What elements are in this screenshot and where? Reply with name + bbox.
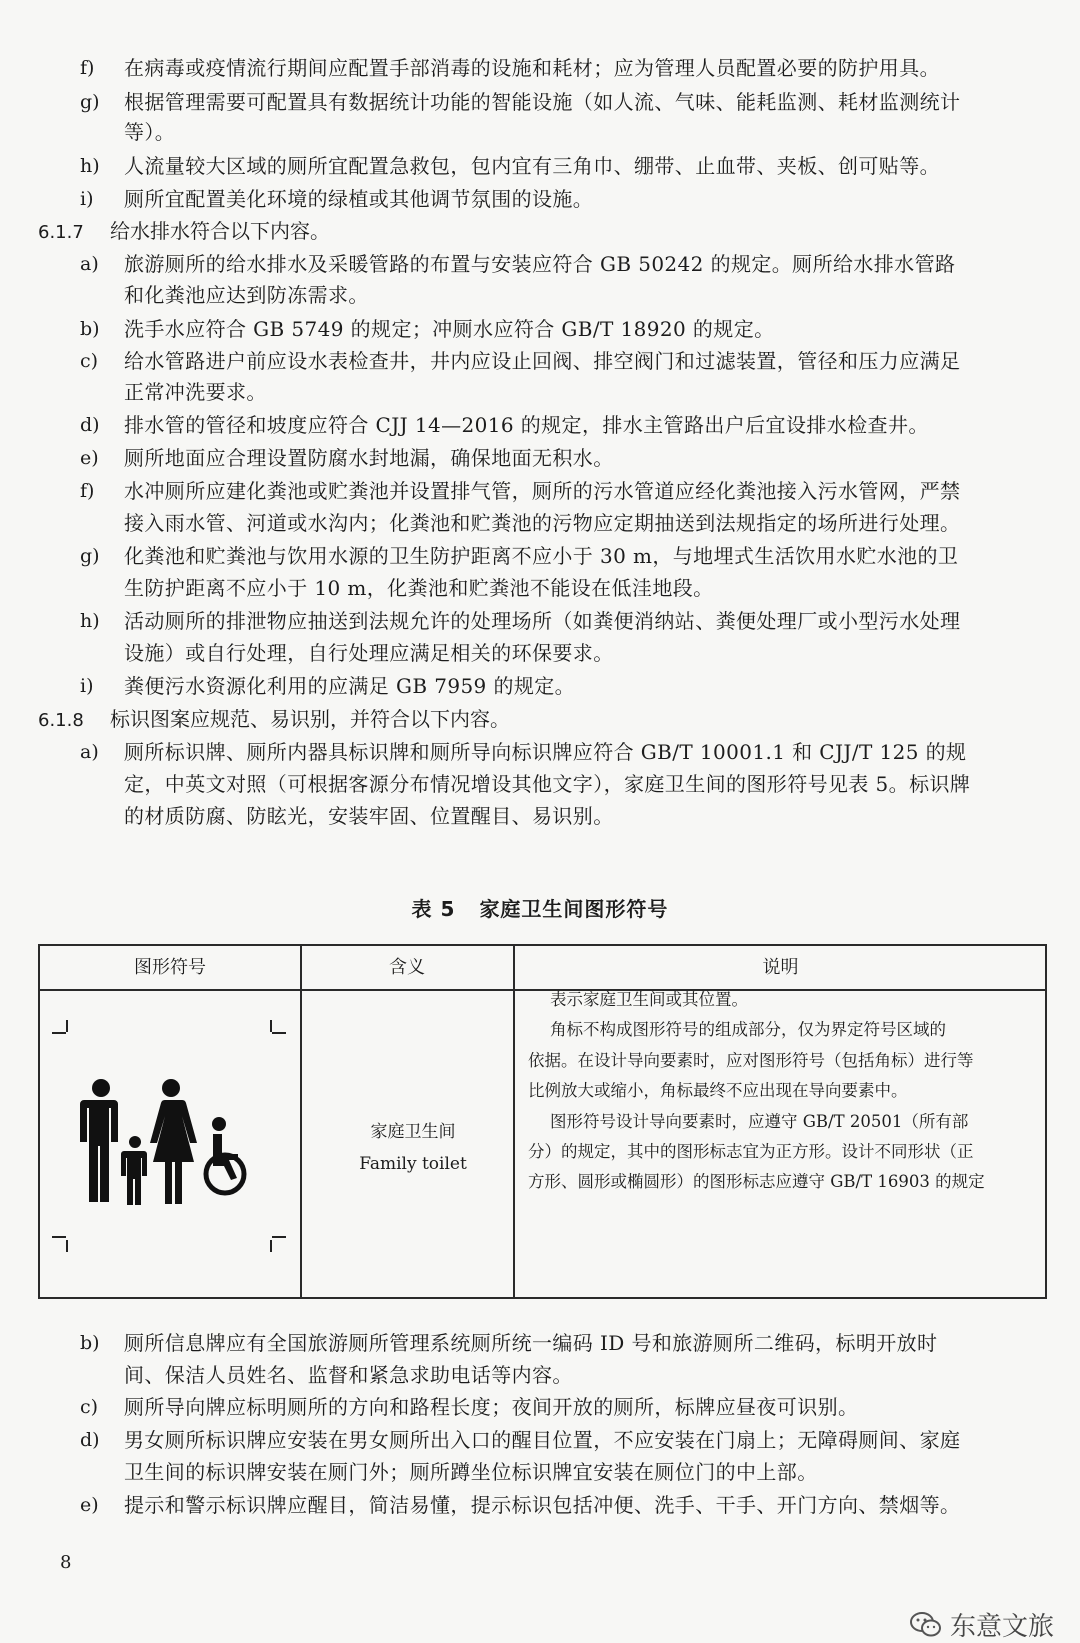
list-item-text: 提示和警示标识牌应醒目，简洁易懂，提示标识包括冲便、洗手、干手、开门方向、禁烟等。 [124, 1493, 961, 1517]
section-title: 给水排水符合以下内容。 [110, 219, 330, 243]
list-label: d) [80, 1429, 100, 1451]
section-title: 标识图案应规范、易识别，并符合以下内容。 [110, 707, 510, 731]
description-line: 依据。在设计导向要素时，应对图形符号（包括角标）进行等 [528, 1051, 974, 1070]
table-column-divider [513, 946, 515, 1297]
list-label: g) [80, 91, 100, 113]
table-column-divider [300, 946, 302, 1297]
corner-mark [66, 1240, 68, 1252]
list-item-text: 根据管理需要可配置具有数据统计功能的智能设施（如人流、气味、能耗监测、耗材监测统计 [124, 90, 961, 114]
list-item-text: 男女厕所标识牌应安装在男女厕所出入口的醒目位置，不应安装在门扇上；无障碍厕间、家庭 [124, 1428, 961, 1452]
meaning-cell [315, 1116, 511, 1180]
list-item-text: 厕所信息牌应有全国旅游厕所管理系统厕所统一编码 ID 号和旅游厕所二维码，标明开放时 [124, 1331, 938, 1355]
table-header-description: 说明 [762, 957, 799, 978]
list-item-text: 粪便污水资源化利用的应满足 GB 7959 的规定。 [124, 674, 576, 698]
section-number: 6.1.7 [38, 222, 84, 243]
table-caption-number: 表 5 [411, 897, 456, 921]
corner-mark [52, 1236, 66, 1238]
corner-mark [270, 1020, 272, 1032]
list-item-text: 活动厕所的排泄物应抽送到法规允许的处理场所（如粪便消纳站、粪便处理厂或小型污水处理 [124, 609, 961, 633]
meaning-chinese: 家庭卫生间 [370, 1122, 456, 1142]
list-item-text: 正常冲洗要求。 [124, 380, 267, 404]
table-header-symbol: 图形符号 [134, 957, 206, 978]
list-label: a) [80, 253, 99, 275]
list-item-text: 定，中英文对照（可根据客源分布情况增设其他文字），家庭卫生间的图形符号见表 5。标识牌 [124, 772, 971, 796]
description-line: 角标不构成图形符号的组成部分，仅为界定符号区域的 [550, 1020, 946, 1039]
list-item-text: 生防护距离不应小于 10 m，化粪池和贮粪池不能设在低洼地段。 [124, 576, 714, 600]
list-item-text: 排水管的管径和坡度应符合 CJJ 14—2016 的规定，排水主管路出户后宜设排水检查井。 [124, 413, 929, 437]
list-item-text: 化粪池和贮粪池与饮用水源的卫生防护距离不应小于 30 m，与地埋式生活饮用水贮水池的卫 [124, 544, 959, 568]
section-number: 6.1.8 [38, 710, 84, 731]
description-line: 方形、圆形或椭圆形）的图形标志应遵守 GB/T 16903 的规定 [528, 1172, 985, 1191]
list-label: f) [80, 480, 95, 502]
list-item-text: 卫生间的标识牌安装在厕门外；厕所蹲坐位标识牌宜安装在厕位门的中上部。 [124, 1460, 818, 1484]
watermark-text: 东意文旅 [949, 1612, 1054, 1642]
list-label: g) [80, 545, 100, 567]
list-item-text: 给水管路进户前应设水表检查井，井内应设止回阀、排空阀门和过滤装置，管径和压力应满足 [124, 349, 961, 373]
list-label: b) [80, 1332, 100, 1354]
section-heading-6-1-8 [38, 705, 510, 735]
list-label: e) [80, 1494, 99, 1516]
corner-mark [272, 1032, 286, 1034]
list-item-text: 水冲厕所应建化粪池或贮粪池并设置排气管，厕所的污水管道应经化粪池接入污水管网，严禁 [124, 479, 961, 503]
description-line: 比例放大或缩小，角标最终不应出现在导向要素中。 [528, 1081, 908, 1100]
list-label: a) [80, 741, 99, 763]
list-item-text: 厕所标识牌、厕所内器具标识牌和厕所导向标识牌应符合 GB/T 10001.1 和 CJJ/T 125 的规 [124, 740, 967, 764]
list-item-text: 间、保洁人员姓名、监督和紧急求助电话等内容。 [124, 1363, 573, 1387]
list-item-text: 等）。 [124, 120, 176, 144]
list-item-text: 洗手水应符合 GB 5749 的规定；冲厕水应符合 GB/T 18920 的规定。 [124, 317, 775, 341]
list-item-text: 厕所导向牌应标明厕所的方向和路程长度；夜间开放的厕所，标牌应昼夜可识别。 [124, 1395, 859, 1419]
corner-mark [272, 1236, 286, 1238]
list-label: c) [80, 350, 99, 372]
list-label: h) [80, 610, 100, 632]
corner-mark [52, 1032, 66, 1034]
list-item-text: 旅游厕所的给水排水及采暖管路的布置与安装应符合 GB 50242 的规定。厕所给水排水管路 [124, 252, 956, 276]
list-label: b) [80, 318, 100, 340]
description-line: 分）的规定，其中的图形标志宜为正方形。设计不同形状（正 [528, 1142, 974, 1161]
list-item-text: 厕所宜配置美化环境的绿植或其他调节氛围的设施。 [124, 187, 594, 211]
list-label: f) [80, 57, 95, 79]
list-label: d) [80, 414, 100, 436]
page-number: 8 [60, 1552, 72, 1573]
corner-mark [66, 1020, 68, 1032]
list-label: c) [80, 1396, 99, 1418]
table-header-meaning: 含义 [389, 957, 425, 978]
corner-mark [270, 1240, 272, 1252]
watermark [910, 1606, 1054, 1643]
list-item-text: 在病毒或疫情流行期间应配置手部消毒的设施和耗材；应为管理人员配置必要的防护用具。 [124, 56, 940, 80]
list-label: i) [80, 675, 94, 697]
list-item-text: 的材质防腐、防眩光，安装牢固、位置醒目、易识别。 [124, 804, 614, 828]
description-line: 表示家庭卫生间或其位置。 [550, 990, 748, 1009]
description-line: 图形符号设计导向要素时，应遵守 GB/T 20501（所有部 [550, 1112, 969, 1131]
list-label: i) [80, 188, 94, 210]
wechat-logo-icon [910, 1611, 942, 1639]
list-item-text: 人流量较大区域的厕所宜配置急救包，包内宜有三角巾、绷带、止血带、夹板、创可贴等。 [124, 154, 940, 178]
table-caption-title: 家庭卫生间图形符号 [479, 897, 669, 921]
family-toilet-pictogram-icon [80, 1076, 270, 1206]
list-item-text: 设施）或自行处理，自行处理应满足相关的环保要求。 [124, 641, 614, 665]
section-heading-6-1-7 [38, 217, 330, 247]
list-item-text: 厕所地面应合理设置防腐水封地漏，确保地面无积水。 [124, 446, 614, 470]
list-label: h) [80, 155, 100, 177]
table-caption [0, 893, 1080, 922]
list-label: e) [80, 447, 99, 469]
symbol-table [38, 944, 1047, 1299]
list-item-text: 接入雨水管、河道或水沟内；化粪池和贮粪池的污物应定期抽送到法规指定的场所进行处理。 [124, 511, 961, 535]
list-item-text: 和化粪池应达到防冻需求。 [124, 283, 369, 307]
meaning-english: Family toilet [359, 1154, 467, 1174]
